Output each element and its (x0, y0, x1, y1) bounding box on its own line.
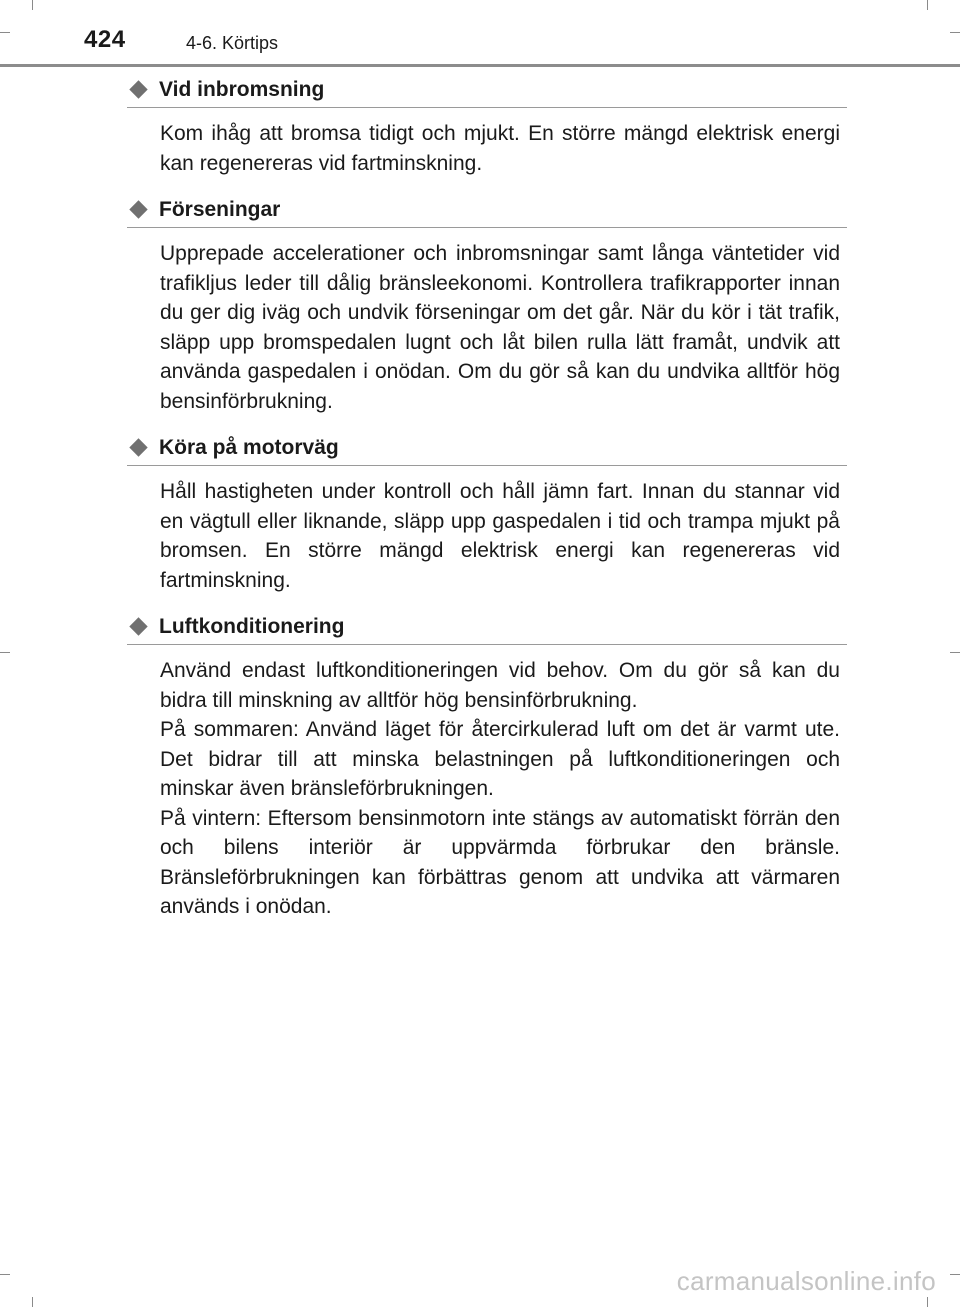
diamond-bullet-icon (129, 438, 147, 456)
section-title: Förseningar (159, 198, 281, 221)
section-body (160, 477, 840, 595)
paragraph: På sommaren: Använd läget för återcirkulerad luft om det är varmt ute. Det bidrar till att minska belastningen på luftkonditioneringen och minskar även bränsleförbrukningen. (160, 718, 840, 800)
section-title: Köra på motorväg (159, 436, 339, 459)
section-body (160, 119, 840, 178)
crop-mark (950, 1274, 960, 1275)
section-air-conditioning (0, 609, 960, 922)
paragraph: Använd endast luftkonditioneringen vid behov. Om du gör så kan du bidra till minskning av alltför hög bensinförbrukning. (160, 659, 840, 712)
paragraph: Upprepade accelerationer och inbromsningar samt långa väntetider vid trafikljus leder till dålig bränsleekonomi. Kontrollera trafikrapporter innan du ger dig iväg och undvik förseningar om det går. När du kör i tät trafik, släpp upp bromspedalen lugnt och låt bilen rulla lätt framåt, undvik att använda gaspedalen i onödan. Om du gör så kan du undvika alltför hög bensinförbrukning. (160, 242, 840, 413)
diamond-bullet-icon (129, 80, 147, 98)
section-delays (0, 192, 960, 416)
watermark-text: carmanualsonline.info (676, 1266, 936, 1296)
crop-mark (32, 1297, 33, 1307)
diamond-bullet-icon (129, 200, 147, 218)
paragraph: På vintern: Eftersom bensinmotorn inte stängs av automatiskt förrän den och bilens interiör är uppvärmda förbrukar den bränsle. Bränsleförbrukningen kan förbättras genom att undvika att värmaren används i onödan. (160, 806, 840, 918)
crop-mark (927, 1297, 928, 1307)
section-braking (0, 72, 960, 178)
section-highway (0, 430, 960, 595)
section-body (160, 239, 840, 416)
section-heading (127, 609, 847, 645)
page-header (0, 0, 960, 68)
crop-mark (0, 1274, 10, 1275)
paragraph: Håll hastigheten under kontroll och håll jämn fart. Innan du stannar vid en vägtull eller liknande, släpp upp gaspedalen i tid och trampa mjukt på bromsen. En större mängd elektrisk energi kan regenereras vid fartminskning. (160, 480, 840, 592)
diamond-bullet-icon (129, 617, 147, 635)
chapter-title: 4-6. Körtips (186, 33, 279, 53)
page-content (0, 72, 960, 936)
page-number: 424 (84, 26, 126, 53)
section-title: Vid inbromsning (159, 78, 325, 101)
section-heading (127, 430, 847, 466)
section-title: Luftkonditionering (159, 615, 345, 638)
section-heading (127, 192, 847, 228)
header-rule (0, 64, 960, 67)
section-body (160, 656, 840, 922)
section-heading (127, 72, 847, 108)
paragraph: Kom ihåg att bromsa tidigt och mjukt. En större mängd elektrisk energi kan regenereras vid fartminskning. (160, 122, 840, 175)
